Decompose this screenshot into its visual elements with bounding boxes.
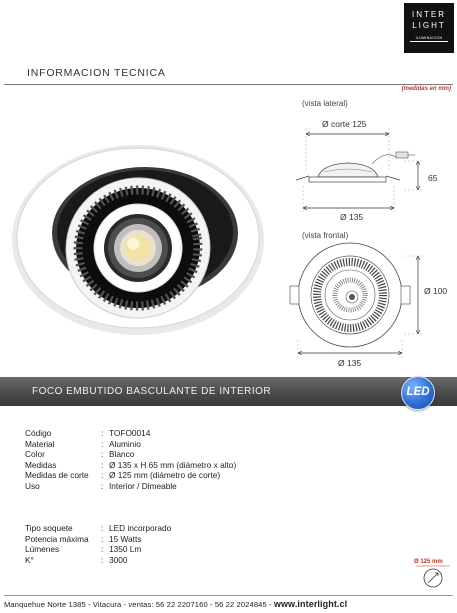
lateral-width-dim: Ø 135 xyxy=(340,212,364,222)
spec-key: Color xyxy=(25,449,45,459)
spec-row: Color : Blanco xyxy=(25,449,135,459)
footer-divider xyxy=(4,595,453,596)
spec-value: Aluminio xyxy=(109,438,141,449)
led-badge-label: LED xyxy=(406,386,430,398)
units-note: (medidas en mm) xyxy=(401,86,451,92)
spec-row: Medidas : Ø 135 x H 65 mm (diámetro x alto) xyxy=(25,459,237,470)
footer xyxy=(4,599,347,609)
spec-row: K° : 3000 xyxy=(25,554,128,565)
spec-key: Material xyxy=(25,438,55,449)
frontal-view-label: (vista frontal) xyxy=(302,231,349,240)
lateral-view-label: (vista lateral) xyxy=(302,99,348,108)
spec-key: Código xyxy=(25,428,52,438)
spec-row: Uso : Interior / Dimeable xyxy=(25,480,177,491)
specs-light xyxy=(25,523,171,565)
spec-value: 15 Watts xyxy=(109,533,142,544)
spec-value: Interior / Dimeable xyxy=(109,480,177,491)
footer-website-link[interactable]: www.interlight.cl xyxy=(273,599,348,609)
product-banner xyxy=(0,377,457,406)
spec-value: Ø 135 x H 65 mm (diámetro x alto) xyxy=(109,459,237,470)
spec-key: Potencia máxima xyxy=(25,533,89,544)
spec-key: K° xyxy=(25,554,34,565)
spec-value: 3000 xyxy=(109,554,128,565)
spec-value: 1350 Lm xyxy=(109,544,142,554)
led-badge xyxy=(401,376,435,410)
spec-value: Blanco xyxy=(109,449,135,459)
spec-key: Uso xyxy=(25,480,40,491)
specs-main xyxy=(25,428,236,491)
spec-key: Medidas de corte xyxy=(25,470,89,480)
cut-diameter-dim: Ø corte 125 xyxy=(322,119,367,129)
frontal-width-dim: Ø 135 xyxy=(338,358,362,368)
logo-line-2: LIGHT xyxy=(412,21,446,30)
spec-value: TOFO0014 xyxy=(109,428,151,438)
spec-row: Medidas de corte : Ø 125 mm (diámetro de corte) xyxy=(25,470,221,480)
inner-diameter-dim: Ø 100 xyxy=(424,286,448,296)
spec-key: Tipo soquete xyxy=(25,523,73,533)
spec-key: Lúmenes xyxy=(25,544,60,554)
spec-value: Ø 125 mm (diámetro de corte) xyxy=(109,470,221,480)
logo-line-1: INTER xyxy=(412,10,446,19)
spec-row: Tipo soquete : LED incorporado xyxy=(25,523,172,533)
cut-size-label: Ø 125 mm xyxy=(414,559,443,565)
spec-key: Medidas xyxy=(25,459,57,470)
spec-row: Potencia máxima : 15 Watts xyxy=(25,533,142,544)
spec-row: Material : Aluminio xyxy=(25,438,141,449)
spec-row: Lúmenes : 1350 Lm xyxy=(25,544,142,554)
footer-address: Manquehue Norte 1385 - Vitacura - ventas: 56 22 2207160 - 56 22 2024845 - xyxy=(4,600,274,609)
height-dim: 65 xyxy=(428,173,438,183)
cut-out-icon xyxy=(413,556,453,590)
logo-line-3: ILUMINACION xyxy=(415,36,443,40)
product-title: FOCO EMBUTIDO BASCULANTE DE INTERIOR xyxy=(32,386,272,397)
section-title: INFORMACION TECNICA xyxy=(27,67,166,79)
spec-row: Código : TOFO0014 xyxy=(25,428,151,438)
spec-value: LED incorporado xyxy=(109,523,172,533)
